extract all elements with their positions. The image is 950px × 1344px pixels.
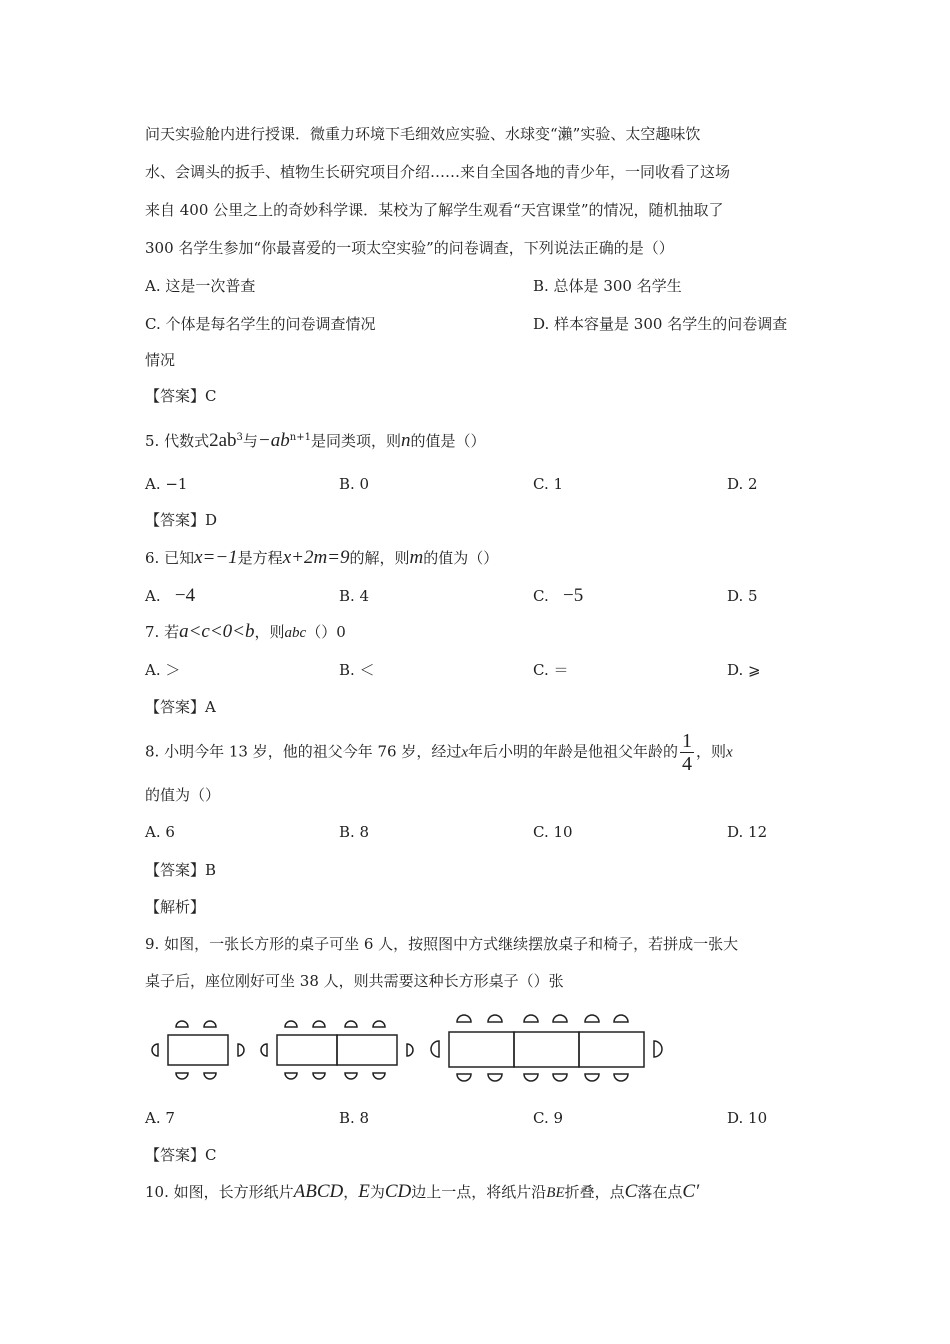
option-b: B. ＜	[339, 661, 375, 679]
option-c: C. 1	[533, 475, 564, 493]
option-a: A. 7	[145, 1109, 175, 1127]
answer: 【答案】C	[145, 387, 217, 405]
option-a: A. −4	[145, 585, 196, 606]
option-b: B. 0	[339, 475, 370, 493]
text-line: 水、会调头的扳手、植物生长研究项目介绍……来自全国各地的青少年，一同收看了这场	[145, 163, 731, 181]
table-group-3	[431, 1015, 662, 1081]
option-d: D. 10	[727, 1109, 768, 1127]
option-d: D. ⩾	[727, 661, 761, 679]
table-group-2	[261, 1021, 413, 1079]
text-line: 的值为（）	[145, 786, 221, 804]
option-d: D. 12	[727, 823, 768, 841]
option-d: D. 2	[727, 475, 758, 493]
answer: 【答案】B	[145, 861, 217, 879]
option-b: B. 8	[339, 1109, 370, 1127]
option-b: B. 4	[339, 587, 370, 605]
option-a: A. ＞	[145, 661, 181, 679]
analysis: 【解析】	[145, 898, 206, 916]
question-6: 6. 已知x=−1是方程x+2m=9的解，则m的值为（）	[145, 547, 499, 568]
option-c: C. −5	[533, 585, 584, 606]
option-a: A. 6	[145, 823, 175, 841]
option-d: D. 样本容量是 300 名学生的问卷调查	[533, 315, 788, 333]
text-line: 桌子后，座位刚好可坐 38 人，则共需要这种长方形桌子（）张	[145, 972, 564, 990]
option-c: C. 9	[533, 1109, 564, 1127]
option-a: A. 这是一次普查	[145, 277, 256, 295]
option-c: C. ＝	[533, 661, 569, 679]
option-c: C. 10	[533, 823, 573, 841]
question-10: 10. 如图，长方形纸片ABCD，E为CD边上一点，将纸片沿BE折叠，点C落在点C′	[145, 1181, 700, 1202]
option-b: B. 总体是 300 名学生	[533, 277, 682, 295]
text-line: 300 名学生参加“你最喜爱的一项太空实验”的问卷调查，下列说法正确的是（）	[145, 239, 674, 257]
answer: 【答案】D	[145, 511, 218, 529]
table-arrangement-figure	[148, 1008, 668, 1088]
option-a: A. −1	[145, 475, 188, 493]
option-b: B. 8	[339, 823, 370, 841]
text-line: 问天实验舱内进行授课．微重力环境下毛细效应实验、水球变“瀨”实验、太空趣味饮	[145, 125, 701, 143]
text-line: 9. 如图，一张长方形的桌子可坐 6 人，按照图中方式继续摆放桌子和椅子，若拼成一张大	[145, 935, 739, 953]
answer: 【答案】C	[145, 1146, 217, 1164]
table-group-1	[152, 1021, 244, 1079]
question-8: 8. 小明今年 13 岁，他的祖父今年 76 岁，经过x年后小明的年龄是他祖父年龄的 $\frac{1}{4}$ ，则x	[145, 730, 733, 775]
answer: 【答案】A	[145, 698, 216, 716]
option-d: D. 5	[727, 587, 758, 605]
fraction: $\frac{1}{4}$	[682, 730, 693, 775]
question-7: 7. 若a<c<0<b，则abc（）0	[145, 621, 346, 642]
text-line: 来自 400 公里之上的奇妙科学课．某校为了解学生观看“天宫课堂”的情况，随机抽取了	[145, 201, 724, 219]
option-d-continuation: 情况	[145, 351, 176, 369]
option-c: C. 个体是每名学生的问卷调查情况	[145, 315, 376, 333]
question-5: 5. 代数式$2ab^3$与$-ab^{n+1}$是同类项，则n的值是（）	[145, 430, 486, 451]
